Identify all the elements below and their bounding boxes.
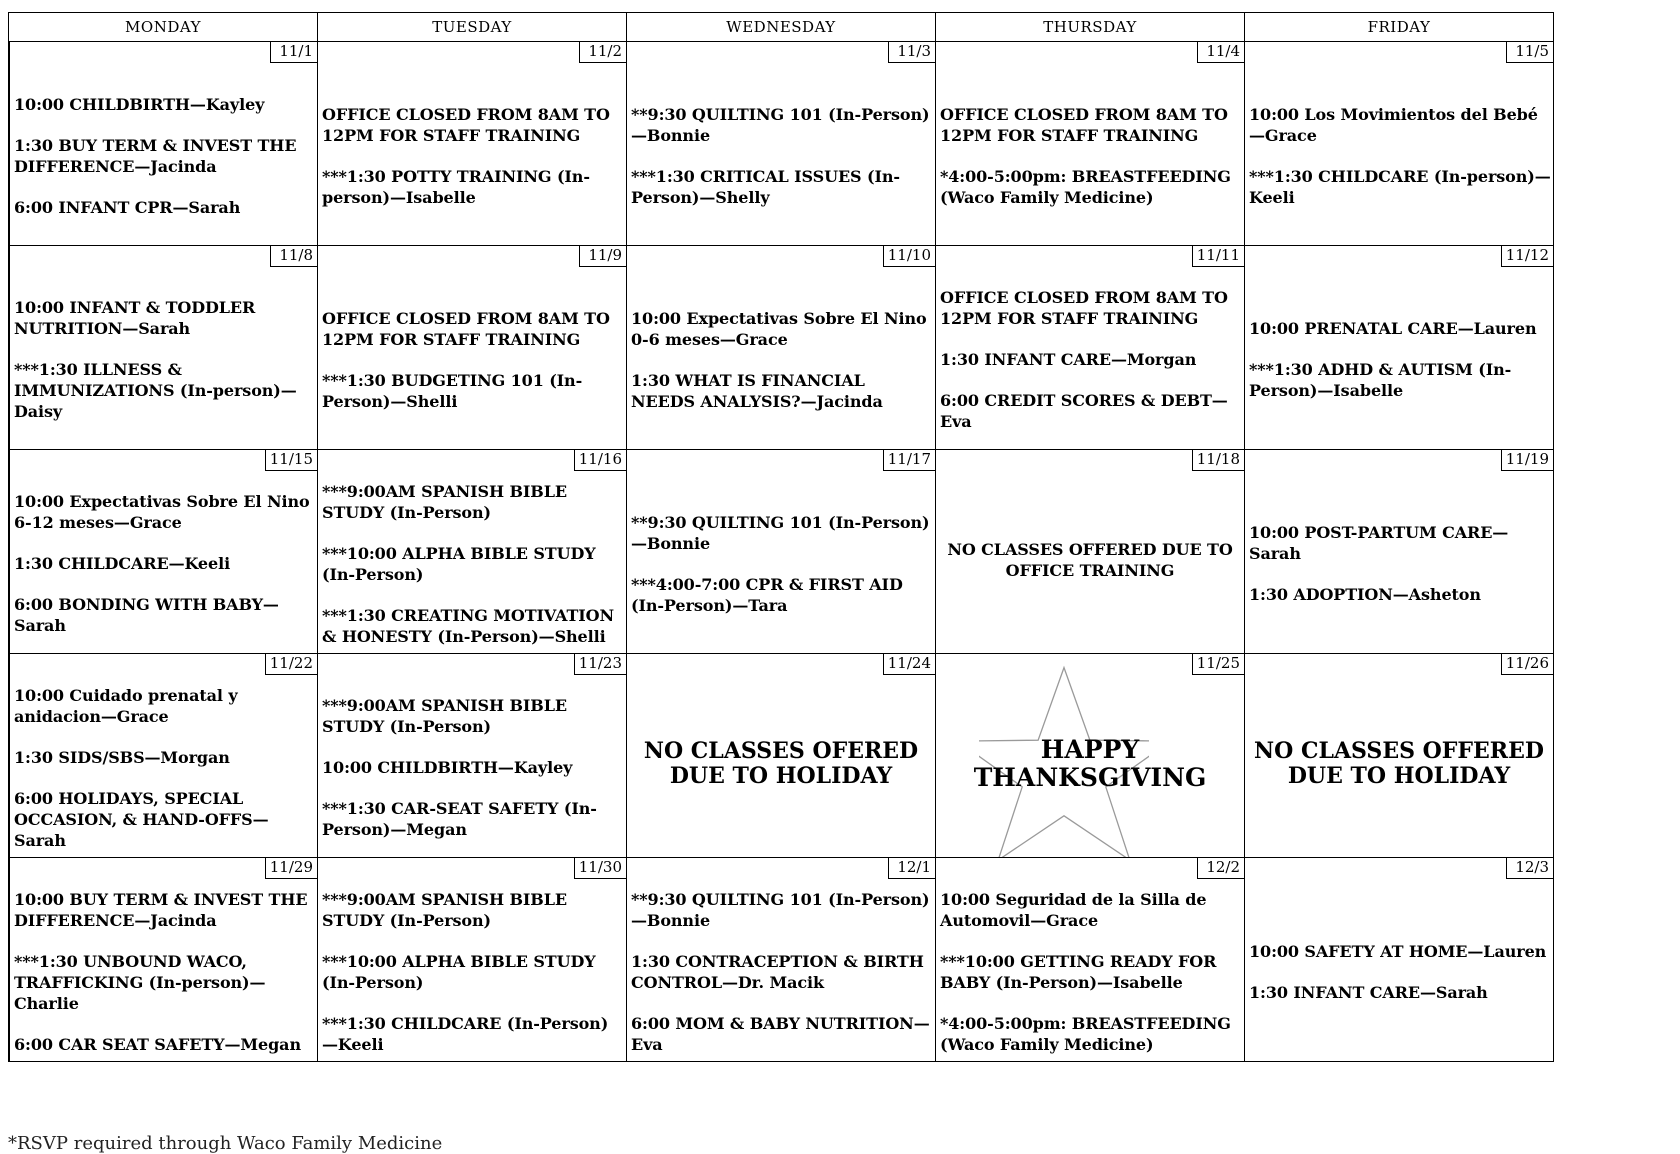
day-cell	[935, 41, 1245, 246]
event-list	[1249, 276, 1551, 443]
event-item: ***1:30 CHILDCARE (In-person)—Keeli	[1249, 166, 1551, 207]
day-cell	[8, 449, 318, 654]
event-list	[322, 276, 624, 443]
day-cell	[626, 857, 936, 1062]
date-label: 11/2	[579, 41, 627, 63]
day-cell	[317, 245, 627, 450]
day-cell	[626, 653, 936, 858]
event-item: 6:00 INFANT CPR—Sarah	[14, 197, 241, 217]
event-item: 6:00 BONDING WITH BABY—Sarah	[14, 595, 279, 635]
event-item: ***1:30 UNBOUND WACO, TRAFFICKING (In-person)—Charlie	[14, 951, 266, 1013]
day-header-thursday: THURSDAY	[935, 12, 1245, 42]
event-list	[322, 72, 624, 239]
event-item: OFFICE CLOSED FROM 8AM TO 12PM FOR STAFF TRAINING	[940, 288, 1228, 328]
footnote: *RSVP required through Waco Family Medicine	[8, 1133, 443, 1154]
event-item: 10:00 CHILDBIRTH—Kayley	[14, 94, 265, 114]
day-cell	[317, 449, 627, 654]
day-cell	[317, 653, 627, 858]
notice-wrap	[631, 674, 931, 853]
event-item: 6:00 MOM & BABY NUTRITION—Eva	[631, 1013, 930, 1054]
date-label: 11/30	[574, 857, 627, 879]
event-list	[1249, 888, 1551, 1055]
date-label: 11/15	[265, 449, 318, 471]
day-cell	[317, 857, 627, 1062]
event-item: 1:30 INFANT CARE—Morgan	[940, 350, 1197, 369]
event-item: 10:00 Seguridad de la Silla de Automovil—Grace	[940, 889, 1207, 930]
date-label: 11/17	[883, 449, 936, 471]
event-item: ***1:30 ILLNESS & IMMUNIZATIONS (In-person)—Daisy	[14, 360, 297, 421]
event-item: 10:00 CHILDBIRTH—Kayley	[322, 758, 573, 777]
date-label: 12/2	[1197, 857, 1245, 879]
event-item: 1:30 SIDS/SBS—Morgan	[14, 747, 230, 767]
day-cell	[935, 449, 1245, 654]
day-cell	[8, 41, 318, 246]
date-label: 11/23	[574, 653, 627, 675]
day-cell	[626, 449, 936, 654]
event-item: OFFICE CLOSED FROM 8AM TO 12PM FOR STAFF TRAINING	[322, 104, 610, 145]
event-item: ***1:30 POTTY TRAINING (In-person)—Isabelle	[322, 166, 590, 207]
event-item: ***1:30 CHILDCARE (In-Person)—Keeli	[322, 1013, 609, 1054]
day-header-tuesday: TUESDAY	[317, 12, 627, 42]
date-label: 11/11	[1192, 245, 1245, 267]
event-item: *4:00-5:00pm: BREASTFEEDING (Waco Family Medicine)	[940, 1013, 1231, 1054]
notice-text: NO CLASSES OFFERED DUE TO OFFICE TRAINING	[947, 539, 1233, 580]
notice-wrap	[940, 470, 1240, 649]
notice-wrap	[940, 674, 1240, 853]
event-list	[322, 684, 624, 851]
event-item: **9:30 QUILTING 101 (In-Person)—Bonnie	[631, 512, 930, 553]
day-header-friday: FRIDAY	[1244, 12, 1554, 42]
date-label: 11/18	[1192, 449, 1245, 471]
event-list	[14, 72, 315, 239]
event-item: OFFICE CLOSED FROM 8AM TO 12PM FOR STAFF TRAINING	[322, 308, 610, 349]
event-item: ***9:00AM SPANISH BIBLE STUDY (In-Person)	[322, 481, 567, 522]
event-list	[322, 480, 624, 647]
date-label: 11/25	[1192, 653, 1245, 675]
event-item: 10:00 Los Movimientos del Bebé—Grace	[1249, 104, 1538, 145]
date-label: 11/12	[1501, 245, 1554, 267]
event-list	[631, 888, 933, 1055]
date-label: 11/1	[270, 41, 318, 63]
event-item: 1:30 BUY TERM & INVEST THE DIFFERENCE—Jacinda	[14, 135, 297, 176]
notice-text: HAPPY THANKSGIVING	[973, 734, 1207, 792]
event-list	[631, 72, 933, 239]
event-item: **9:30 QUILTING 101 (In-Person)—Bonnie	[631, 104, 930, 145]
event-list	[14, 276, 315, 443]
event-item: ***1:30 BUDGETING 101 (In-Person)—Shelli	[322, 370, 583, 411]
event-item: OFFICE CLOSED FROM 8AM TO 12PM FOR STAFF TRAINING	[940, 104, 1228, 145]
date-label: 11/29	[265, 857, 318, 879]
day-cell	[1244, 449, 1554, 654]
day-cell	[935, 245, 1245, 450]
event-item: 10:00 INFANT & TODDLER NUTRITION—Sarah	[14, 298, 256, 338]
event-list	[940, 276, 1242, 443]
day-cell	[8, 857, 318, 1062]
date-label: 11/9	[579, 245, 627, 267]
event-item: ***1:30 CRITICAL ISSUES (In-Person)—Shelly	[631, 166, 900, 207]
event-item: ***10:00 ALPHA BIBLE STUDY (In-Person)	[322, 951, 596, 992]
event-item: ***1:30 CREATING MOTIVATION & HONESTY (In-Person)—Shelli	[322, 605, 614, 646]
event-item: 10:00 Expectativas Sobre El Nino 0-6 meses—Grace	[631, 308, 927, 349]
event-item: ***1:30 ADHD & AUTISM (In-Person)—Isabelle	[1249, 360, 1512, 400]
date-label: 12/3	[1506, 857, 1554, 879]
notice-wrap	[1249, 674, 1549, 853]
event-item: 6:00 HOLIDAYS, SPECIAL OCCASION, & HAND-OFFS—Sarah	[14, 788, 269, 850]
event-list	[940, 72, 1242, 239]
date-label: 11/22	[265, 653, 318, 675]
date-label: 11/5	[1506, 41, 1554, 63]
event-item: 10:00 PRENATAL CARE—Lauren	[1249, 319, 1537, 338]
day-cell	[8, 653, 318, 858]
date-label: 11/16	[574, 449, 627, 471]
date-label: 12/1	[888, 857, 936, 879]
event-item: 1:30 CONTRACEPTION & BIRTH CONTROL—Dr. Macik	[631, 951, 924, 992]
date-label: 11/3	[888, 41, 936, 63]
day-cell	[1244, 857, 1554, 1062]
event-list	[940, 888, 1242, 1055]
event-item: ***9:00AM SPANISH BIBLE STUDY (In-Person)	[322, 889, 567, 930]
event-item: 6:00 CREDIT SCORES & DEBT—Eva	[940, 391, 1228, 431]
event-list	[14, 684, 315, 851]
date-label: 11/10	[883, 245, 936, 267]
date-label: 11/19	[1501, 449, 1554, 471]
event-list	[631, 480, 933, 647]
event-list	[14, 888, 315, 1055]
event-item: 1:30 ADOPTION—Asheton	[1249, 585, 1481, 604]
event-item: 1:30 WHAT IS FINANCIAL NEEDS ANALYSIS?—Jacinda	[631, 370, 883, 411]
day-cell	[626, 41, 936, 246]
event-list	[1249, 72, 1551, 239]
day-cell	[1244, 653, 1554, 858]
day-header-monday: MONDAY	[8, 12, 318, 42]
calendar-grid	[8, 12, 1673, 1140]
day-cell	[935, 857, 1245, 1062]
event-item: 10:00 BUY TERM & INVEST THE DIFFERENCE—Jacinda	[14, 889, 308, 930]
event-item: 10:00 Cuidado prenatal y anidacion—Grace	[14, 685, 238, 726]
event-item: 10:00 Expectativas Sobre El Nino 6-12 meses—Grace	[14, 492, 310, 532]
event-item: *4:00-5:00pm: BREASTFEEDING (Waco Family Medicine)	[940, 166, 1231, 207]
event-item: 10:00 POST-PARTUM CARE—Sarah	[1249, 523, 1509, 563]
day-header-wednesday: WEDNESDAY	[626, 12, 936, 42]
date-label: 11/26	[1501, 653, 1554, 675]
notice-text: NO CLASSES OFERED DUE TO HOLIDAY	[643, 737, 919, 789]
day-cell	[626, 245, 936, 450]
date-label: 11/4	[1197, 41, 1245, 63]
event-list	[322, 888, 624, 1055]
event-list	[1249, 480, 1551, 647]
event-item: ***10:00 GETTING READY FOR BABY (In-Person)—Isabelle	[940, 951, 1217, 992]
day-cell	[935, 653, 1245, 858]
event-item: ***10:00 ALPHA BIBLE STUDY (In-Person)	[322, 543, 596, 584]
event-item: 1:30 INFANT CARE—Sarah	[1249, 982, 1488, 1002]
day-cell	[317, 41, 627, 246]
date-label: 11/24	[883, 653, 936, 675]
date-label: 11/8	[270, 245, 318, 267]
event-item: ***1:30 CAR-SEAT SAFETY (In-Person)—Megan	[322, 799, 597, 839]
event-list	[631, 276, 933, 443]
day-cell	[8, 245, 318, 450]
event-list	[14, 480, 315, 647]
event-item: ***4:00-7:00 CPR & FIRST AID (In-Person)—Tara	[631, 574, 903, 615]
event-item: 6:00 CAR SEAT SAFETY—Megan	[14, 1034, 301, 1054]
event-item: 1:30 CHILDCARE—Keeli	[14, 554, 231, 573]
event-item: ***9:00AM SPANISH BIBLE STUDY (In-Person)	[322, 696, 567, 736]
notice-text: NO CLASSES OFFERED DUE TO HOLIDAY	[1254, 737, 1544, 789]
event-item: **9:30 QUILTING 101 (In-Person)—Bonnie	[631, 889, 930, 930]
day-cell	[1244, 245, 1554, 450]
event-item: 10:00 SAFETY AT HOME—Lauren	[1249, 941, 1547, 961]
day-cell	[1244, 41, 1554, 246]
